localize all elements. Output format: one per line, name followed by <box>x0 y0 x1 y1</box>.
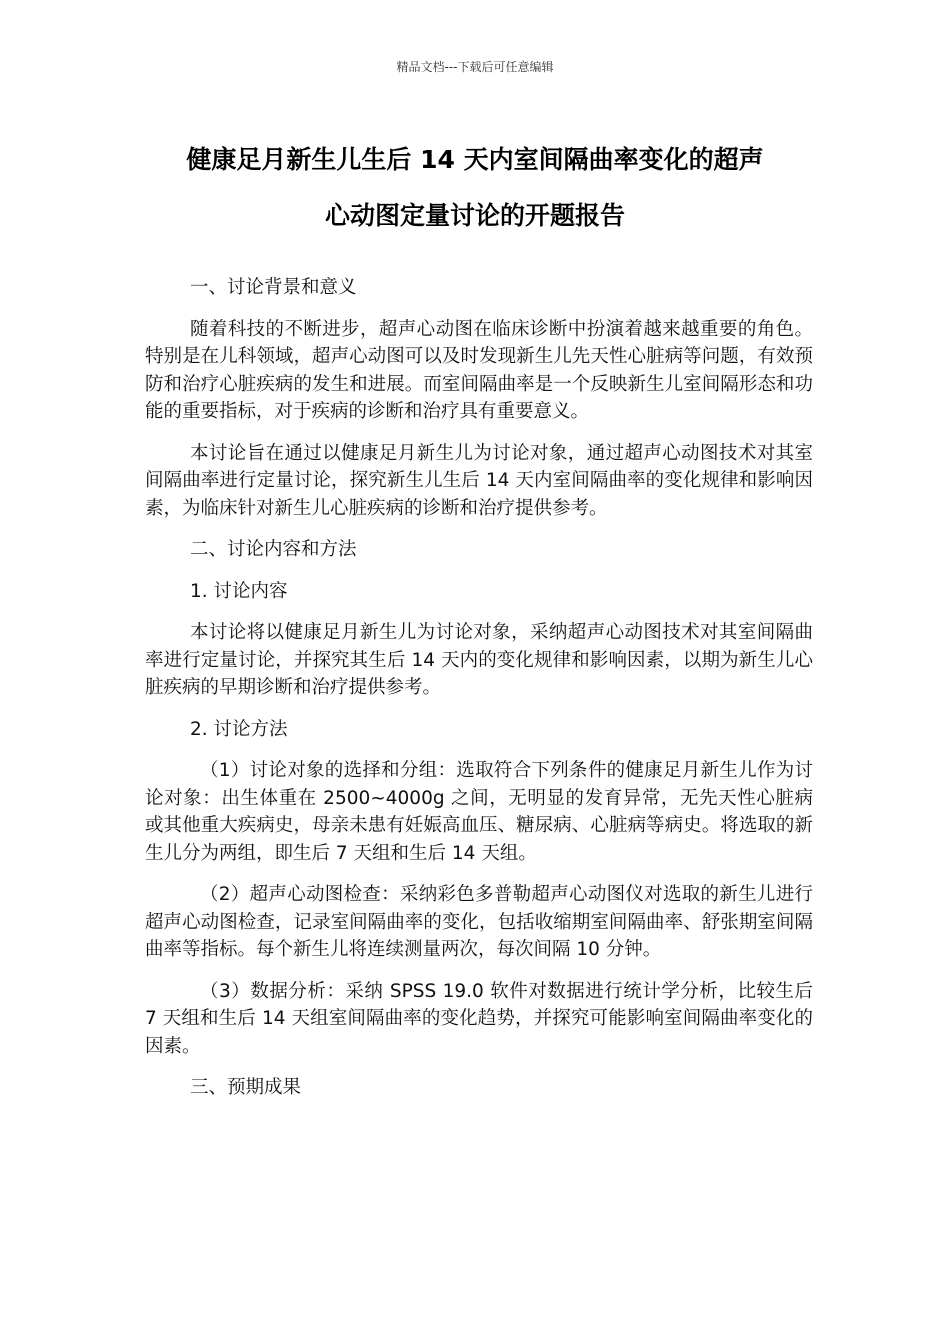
paragraph-content: 本讨论将以健康足月新生儿为讨论对象，采纳超声心动图技术对其室间隔曲率进行定量讨论，并探究其生后 14 天内的变化规律和影响因素，以期为新生儿心脏疾病的早期诊断和治疗提供参考。 <box>145 622 813 698</box>
document-body <box>145 274 813 1116</box>
method-item-data-analysis: （3）数据分析：采纳 SPSS 19.0 软件对数据进行统计学分析，比较生后 7 天组和生后 14 天组室间隔曲率的变化趋势，并探究可能影响室间隔曲率变化的因素。 <box>145 980 813 1057</box>
paragraph-background-1: 随着科技的不断进步，超声心动图在临床诊断中扮演着越来越重要的角色。特别是在儿科领域，超声心动图可以及时发现新生儿先天性心脏病等问题，有效预防和治疗心脏疾病的发生和进展。而室间隔曲率是一个反映新生儿室间隔形态和功能的重要指标，对于疾病的诊断和治疗具有重要意义。 <box>145 318 813 422</box>
document-title-line-1: 健康足月新生儿生后 14 天内室间隔曲率变化的超声 <box>186 145 764 174</box>
section-heading-expected-results: 三、预期成果 <box>190 1077 302 1098</box>
section-heading-content-methods: 二、讨论内容和方法 <box>190 539 357 560</box>
method-item-echocardiography: （2）超声心动图检查：采纳彩色多普勒超声心动图仪对选取的新生儿进行超声心动图检查，记录室间隔曲率的变化，包括收缩期室间隔曲率、舒张期室间隔曲率等指标。每个新生儿将连续测量两次，每次间隔 10 分钟。 <box>145 884 813 960</box>
paragraph-background-2: 本讨论旨在通过以健康足月新生儿为讨论对象，通过超声心动图技术对其室间隔曲率进行定量讨论，探究新生儿生后 14 天内室间隔曲率的变化规律和影响因素，为临床针对新生儿心脏疾病的诊断和治疗提供参考。 <box>145 442 813 519</box>
subheading-content: 1. 讨论内容 <box>190 580 288 602</box>
section-heading-background: 一、讨论背景和意义 <box>190 277 357 298</box>
document-title-line-2: 心动图定量讨论的开题报告 <box>324 201 625 230</box>
header-note: 精品文档---下载后可任意编辑 <box>396 60 554 74</box>
subheading-methods: 2. 讨论方法 <box>190 718 288 740</box>
method-item-subjects: （1）讨论对象的选择和分组：选取符合下列条件的健康足月新生儿作为讨论对象：出生体重在 2500~4000g 之间，无明显的发育异常，无先天性心脏病或其他重大疾病史，母亲未患有妊娠高血压、糖尿病、心脏病等病史。将选取的新生儿分为两组，即生后 7 天组和生后 14 天组。 <box>145 760 813 864</box>
